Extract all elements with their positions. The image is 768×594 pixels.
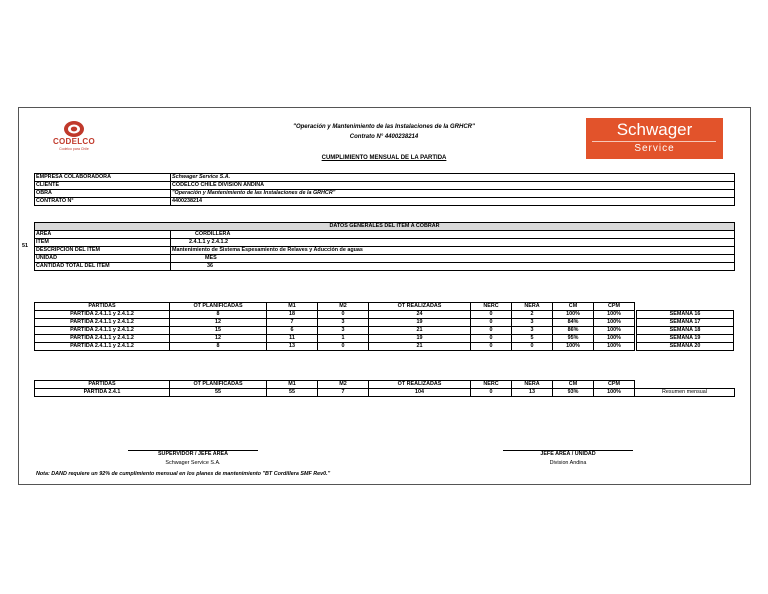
company-info-value: CODELCO CHILE DIVISIÓN ANDINA — [171, 182, 735, 190]
weekly-cell: 21 — [369, 327, 471, 335]
monthly-table — [34, 380, 735, 397]
weekly-cell: 6 — [267, 327, 318, 335]
weekly-cell: 100% — [553, 311, 594, 319]
contract-number-title: Contrato N° 4400238214 — [349, 134, 419, 140]
weekly-cell: 2 — [512, 311, 553, 319]
item-value: CORDILLERA — [171, 231, 735, 239]
monthly-column-header: NERC — [471, 381, 512, 389]
item-row — [35, 231, 735, 239]
weekly-cell: 0 — [471, 311, 512, 319]
weekly-cell: 8 — [170, 343, 267, 351]
items-table — [34, 222, 735, 271]
weekly-cell: 0 — [318, 311, 369, 319]
company-info-row — [35, 198, 735, 206]
company-info-table — [34, 173, 735, 206]
weekly-cell: 19 — [369, 335, 471, 343]
document-title: "Operación y Mantenimiento de las Instalaciones de la GRHCR" — [293, 124, 475, 130]
weekly-column-header: NERA — [512, 303, 553, 311]
monthly-cell: 13 — [512, 389, 553, 397]
item-row — [35, 255, 735, 263]
monthly-cell: 104 — [369, 389, 471, 397]
document-frame — [18, 107, 751, 485]
weekly-cell: 100% — [594, 335, 635, 343]
weekly-cell: 86% — [553, 327, 594, 335]
monthly-column-header: M2 — [318, 381, 369, 389]
monthly-summary-label: Resumen mensual — [635, 389, 735, 397]
weekly-table — [34, 302, 635, 351]
week-label-table — [636, 310, 734, 351]
item-value: Mantenimiento de Sistema Espesamiento de Relaves y Aducción de aguas — [171, 247, 735, 255]
week-label: SEMANA 20 — [637, 343, 734, 351]
weekly-cell: 11 — [267, 335, 318, 343]
company-info-value: "Operación y Mantenimiento de las Instalaciones de la GRHCR" — [171, 190, 735, 198]
week-label: SEMANA 18 — [637, 327, 734, 335]
item-value: 2.4.1.1 y 2.4.1.2 — [171, 239, 735, 247]
item-value: MES — [171, 255, 735, 263]
weekly-cell: 21 — [369, 343, 471, 351]
weekly-cell: 100% — [594, 343, 635, 351]
section-title: CUMPLIMIENTO MENSUAL DE LA PARTIDA — [321, 155, 447, 161]
monthly-cell: 55 — [170, 389, 267, 397]
week-label-row — [637, 319, 734, 327]
week-label-row — [637, 327, 734, 335]
codelco-tagline: Codelco para Chile — [59, 147, 89, 151]
weekly-cell: 7 — [267, 319, 318, 327]
weekly-cell: 8 — [170, 311, 267, 319]
weekly-cell: 0 — [471, 335, 512, 343]
weekly-cell: 100% — [553, 343, 594, 351]
item-label: CANTIDAD TOTAL DEL ITEM — [35, 263, 171, 271]
weekly-column-header: OT REALIZADAS — [369, 303, 471, 311]
item-row — [35, 239, 735, 247]
weekly-cell: 18 — [267, 311, 318, 319]
monthly-cell: 100% — [594, 389, 635, 397]
weekly-cell: 0 — [512, 343, 553, 351]
weekly-row — [35, 319, 635, 327]
weekly-cell: 0 — [471, 327, 512, 335]
left-signature-company: Schwager Service S.A. — [165, 460, 221, 466]
monthly-cell: 55 — [267, 389, 318, 397]
right-signature-title: JEFE AREA / UNIDAD — [540, 451, 596, 457]
weekly-column-header: PARTIDAS — [35, 303, 170, 311]
week-label: SEMANA 16 — [637, 311, 734, 319]
week-label-row — [637, 343, 734, 351]
monthly-column-header: CPM — [594, 381, 635, 389]
monthly-cell: 0 — [471, 389, 512, 397]
item-label: ITEM — [35, 239, 171, 247]
company-info-value: 4400238214 — [171, 198, 735, 206]
monthly-column-header: M1 — [267, 381, 318, 389]
monthly-column-header: PARTIDAS — [35, 381, 170, 389]
monthly-header-blank — [635, 381, 735, 389]
company-info-label: CONTRATO N° — [35, 198, 171, 206]
weekly-cell: 3 — [512, 319, 553, 327]
schwager-logo — [586, 118, 723, 159]
weekly-cell: 3 — [512, 327, 553, 335]
codelco-logo — [46, 120, 102, 154]
item-label: AREA — [35, 231, 171, 239]
week-label: SEMANA 17 — [637, 319, 734, 327]
company-info-value: Schwager Service S.A. — [171, 174, 735, 182]
weekly-cell: PARTIDA 2.4.1.1 y 2.4.1.2 — [35, 319, 170, 327]
item-label: UNIDAD — [35, 255, 171, 263]
monthly-cell: PARTIDA 2.4.1 — [35, 389, 170, 397]
weekly-cell: 84% — [553, 319, 594, 327]
item-row — [35, 247, 735, 255]
monthly-column-header: NERA — [512, 381, 553, 389]
weekly-cell: 95% — [553, 335, 594, 343]
weekly-cell: 3 — [318, 319, 369, 327]
schwager-sub: Service — [634, 143, 675, 154]
weekly-cell: 0 — [318, 343, 369, 351]
company-info-label: CLIENTE — [35, 182, 171, 190]
right-signature-company: Division Andina — [549, 460, 587, 466]
monthly-cell: 7 — [318, 389, 369, 397]
weekly-row — [35, 335, 635, 343]
item-side-number: 51 — [22, 243, 28, 249]
company-info-row — [35, 174, 735, 182]
weekly-cell: 3 — [318, 327, 369, 335]
footnote: Nota: DAND requiere un 92% de cumplimiento mensual en los planes de mantenimiento "BT Cordillera SMF Rev0." — [36, 471, 331, 477]
weekly-cell: PARTIDA 2.4.1.1 y 2.4.1.2 — [35, 343, 170, 351]
monthly-column-header: OT PLANIFICADAS — [170, 381, 267, 389]
weekly-cell: 5 — [512, 335, 553, 343]
monthly-cell: 93% — [553, 389, 594, 397]
item-value: 36 — [171, 263, 735, 271]
weekly-cell: 1 — [318, 335, 369, 343]
codelco-emblem-icon — [61, 120, 87, 138]
weekly-cell: 0 — [471, 343, 512, 351]
weekly-row — [35, 327, 635, 335]
weekly-cell: PARTIDA 2.4.1.1 y 2.4.1.2 — [35, 327, 170, 335]
weekly-cell: 0 — [471, 319, 512, 327]
weekly-cell: 12 — [170, 319, 267, 327]
company-info-row — [35, 190, 735, 198]
week-label: SEMANA 19 — [637, 335, 734, 343]
weekly-column-header: OT PLANIFICADAS — [170, 303, 267, 311]
company-info-label: OBRA — [35, 190, 171, 198]
schwager-name: Schwager — [616, 120, 693, 139]
weekly-cell: 13 — [267, 343, 318, 351]
left-signature-title: SUPERVIDOR / JEFE AREA — [157, 451, 229, 457]
weekly-column-header: CPM — [594, 303, 635, 311]
weekly-cell: 100% — [594, 311, 635, 319]
item-label: DESCRIPCIÓN DEL ITEM — [35, 247, 171, 255]
schwager-divider — [592, 141, 716, 142]
monthly-column-header: OT REALIZADAS — [369, 381, 471, 389]
item-row — [35, 263, 735, 271]
week-label-row — [637, 335, 734, 343]
weekly-cell: 15 — [170, 327, 267, 335]
weekly-cell: 12 — [170, 335, 267, 343]
weekly-cell: 19 — [369, 319, 471, 327]
weekly-row — [35, 343, 635, 351]
weekly-cell: 100% — [594, 327, 635, 335]
weekly-cell: 100% — [594, 319, 635, 327]
items-title: DATOS GENERALES DEL ITEM A COBRAR — [35, 223, 735, 231]
company-info-row — [35, 182, 735, 190]
company-info-label: EMPRESA COLABORADORA — [35, 174, 171, 182]
weekly-cell: 24 — [369, 311, 471, 319]
weekly-column-header: M2 — [318, 303, 369, 311]
monthly-column-header: CM — [553, 381, 594, 389]
week-label-row — [637, 311, 734, 319]
weekly-cell: PARTIDA 2.4.1.1 y 2.4.1.2 — [35, 311, 170, 319]
codelco-name: CODELCO — [52, 137, 96, 146]
weekly-column-header: CM — [553, 303, 594, 311]
weekly-column-header: M1 — [267, 303, 318, 311]
weekly-column-header: NERC — [471, 303, 512, 311]
weekly-cell: PARTIDA 2.4.1.1 y 2.4.1.2 — [35, 335, 170, 343]
weekly-row — [35, 311, 635, 319]
